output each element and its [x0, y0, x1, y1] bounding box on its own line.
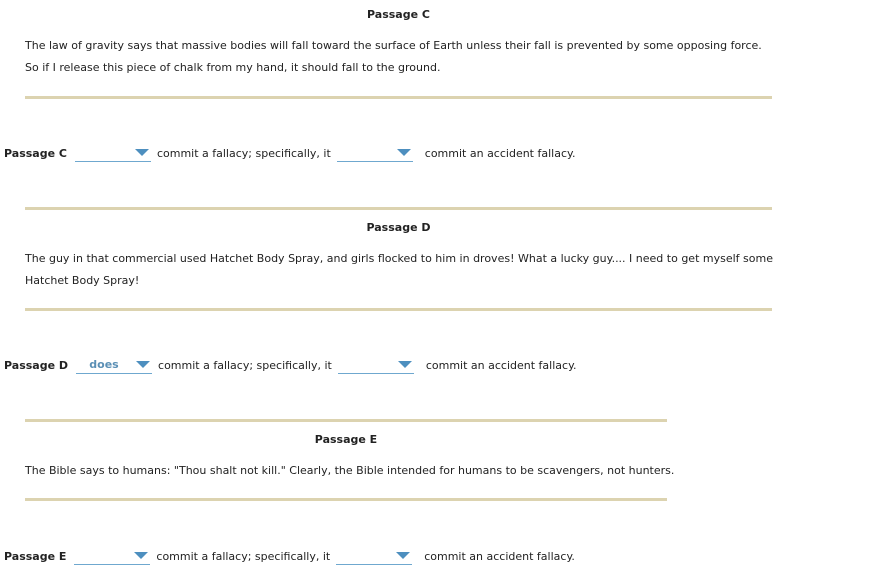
passage-c-text: The law of gravity says that massive bodies will fall toward the surface of Earth unless their fall is prevented by some opposing force. So if I release this piece of chalk from my hand, it should fall to the ground.	[25, 39, 762, 74]
specific-fallacy-dropdown[interactable]	[336, 548, 412, 565]
question-end-text: commit an accident fallacy.	[425, 358, 577, 372]
question-end-text: commit an accident fallacy.	[424, 549, 575, 563]
divider	[25, 308, 772, 311]
passage-c-title: Passage C	[367, 8, 430, 21]
fallacy-dropdown[interactable]	[76, 357, 152, 374]
question-row-c	[4, 143, 575, 163]
passage-e-text: The Bible says to humans: "Thou shalt not kill." Clearly, the Bible intended for humans to be scavengers, not hunters.	[25, 464, 675, 477]
question-end-text: commit an accident fallacy.	[424, 146, 576, 160]
divider	[25, 207, 772, 210]
chevron-down-icon	[396, 552, 410, 559]
specific-fallacy-dropdown[interactable]	[337, 145, 413, 162]
question-middle-text: commit a fallacy; specifically, it	[156, 146, 331, 160]
question-label: Passage C	[4, 146, 67, 160]
fallacy-dropdown[interactable]	[75, 145, 151, 162]
question-row-d	[4, 355, 577, 375]
fallacy-dropdown[interactable]	[74, 548, 150, 565]
chevron-down-icon	[135, 149, 149, 156]
chevron-down-icon	[136, 361, 150, 368]
chevron-down-icon	[134, 552, 148, 559]
passage-e-title: Passage E	[314, 433, 378, 446]
passage-d-title: Passage D	[366, 221, 431, 234]
chevron-down-icon	[397, 149, 411, 156]
divider	[25, 419, 667, 422]
question-middle-text: commit a fallacy; specifically, it	[156, 549, 331, 563]
passage-d-text: The guy in that commercial used Hatchet Body Spray, and girls flocked to him in droves! What a lucky guy.... I need to get myself some Hatchet Body Spray!	[25, 252, 773, 287]
dropdown-value: does	[89, 357, 119, 371]
question-label: Passage E	[4, 549, 67, 563]
question-label: Passage D	[4, 358, 69, 372]
question-middle-text: commit a fallacy; specifically, it	[158, 358, 332, 372]
chevron-down-icon	[398, 361, 412, 368]
divider	[25, 96, 772, 99]
divider	[25, 498, 667, 501]
specific-fallacy-dropdown[interactable]	[338, 357, 414, 374]
question-row-e	[4, 546, 575, 566]
